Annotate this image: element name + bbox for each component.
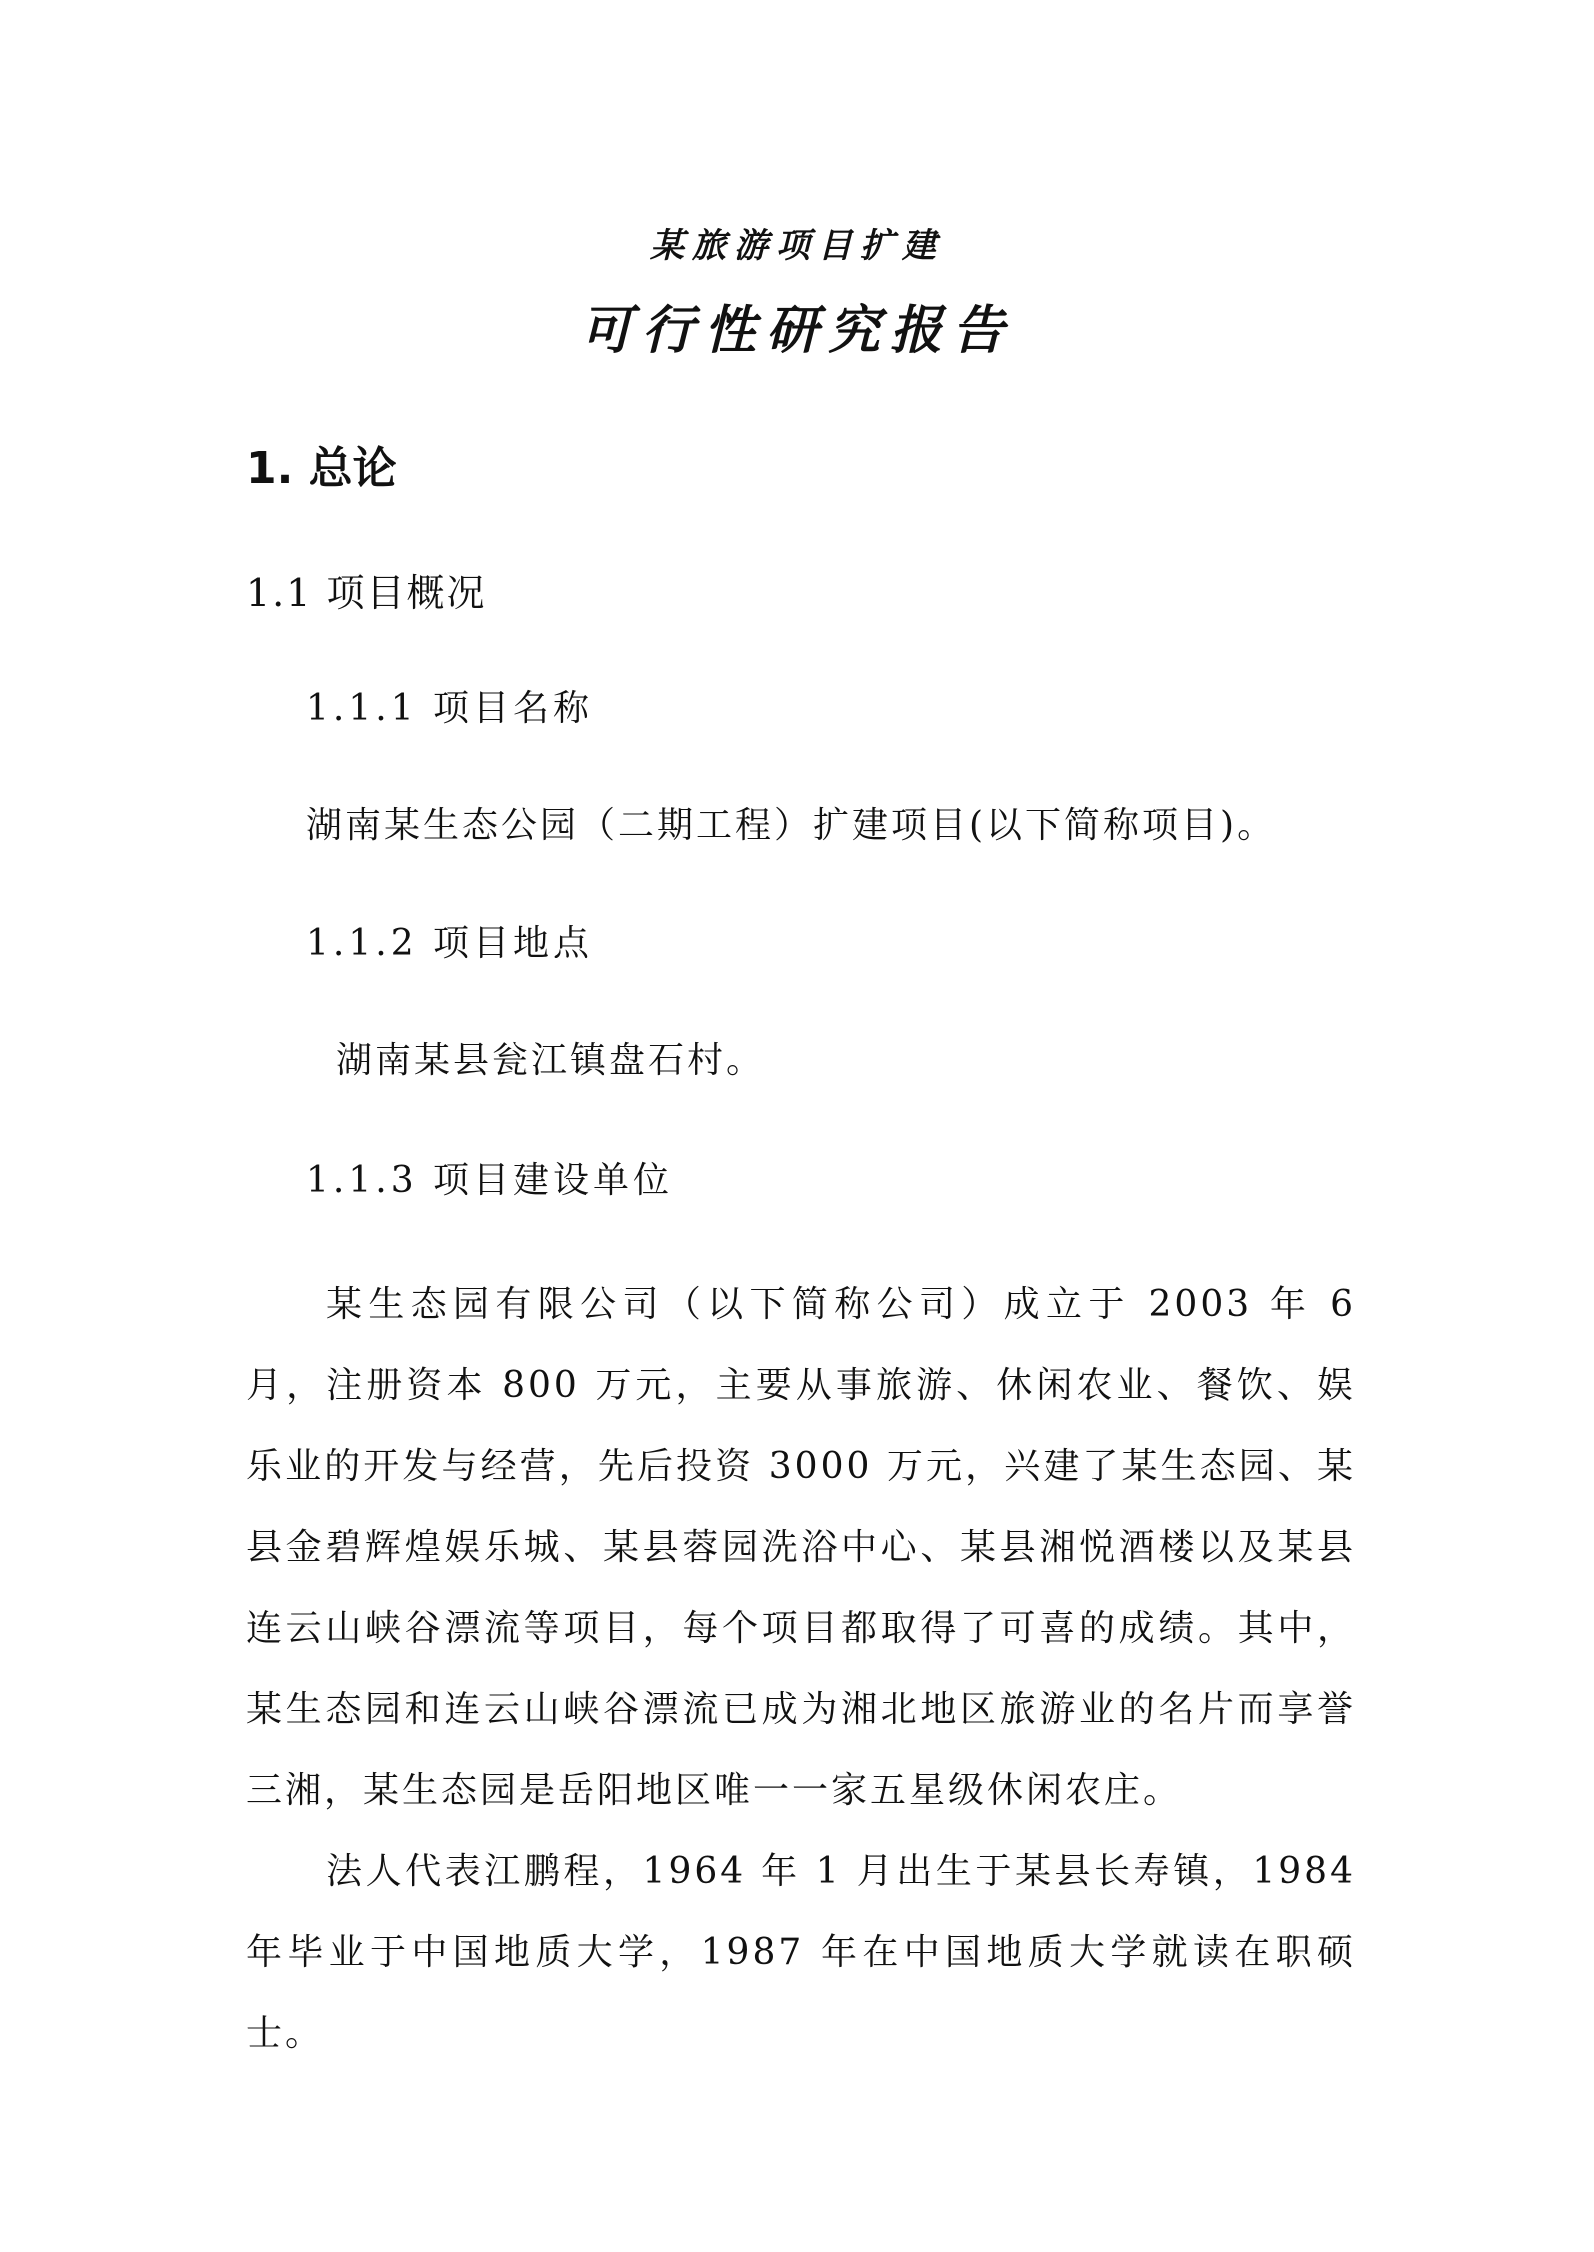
section-heading-1-1-1: 1.1.1 项目名称 — [306, 688, 594, 729]
legal-representative-paragraph: 法人代表江鹏程，1964 年 1 月出生于某县长寿镇，1984 年毕业于中国地质大学，1987 年在中国地质大学就读在职硕士。 — [246, 1851, 1356, 2054]
document-subtitle: 某旅游项目扩建 — [650, 226, 944, 266]
document-title: 可行性研究报告 — [579, 300, 1014, 361]
section-heading-1-1: 1.1 项目概况 — [246, 571, 487, 615]
company-paragraph: 某生态园有限公司（以下简称公司）成立于 2003 年 6 月，注册资本 800 万元，主要从事旅游、休闲农业、餐饮、娱乐业的开发与经营，先后投资 3000 万元，兴建了某生态园、某县金碧辉煌娱乐城、某县蓉园洗浴中心、某县湘悦酒楼以及某县连云山峡谷漂流等项目，每个项目都取得了可喜的成绩。其中，某生态园和连云山峡谷漂流已成为湘北地区旅游业的名片而享誉三湘，某生态园是岳阳地区唯一一家五星级休闲农庄。 — [246, 1284, 1356, 1811]
project-name-text: 湖南某生态公园（二期工程）扩建项目(以下简称项目)。 — [306, 805, 1277, 846]
section-heading-1-1-3: 1.1.3 项目建设单位 — [306, 1160, 674, 1201]
section-heading-1-1-2: 1.1.2 项目地点 — [306, 923, 594, 964]
section-heading-1: 1. 总论 — [246, 443, 397, 494]
project-location-text: 湖南某县瓮江镇盘石村。 — [336, 1040, 766, 1081]
